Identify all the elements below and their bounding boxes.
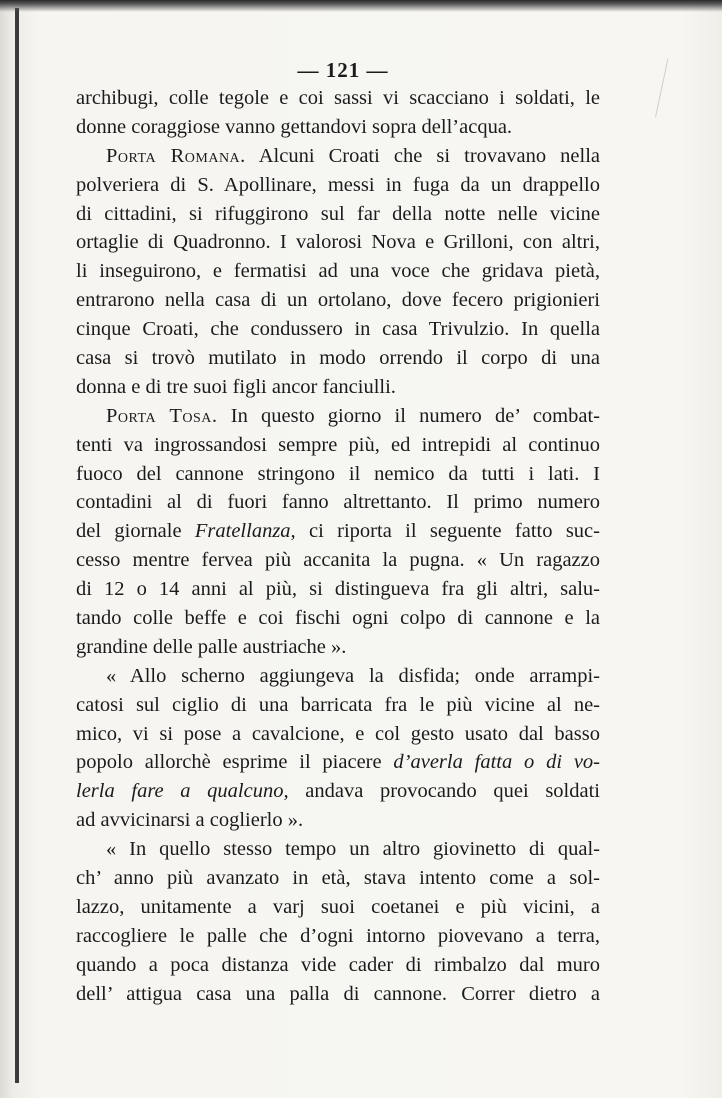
text-line: lazzo, unitamente a varj suoi coetanei e più vicini, a xyxy=(76,895,600,918)
section-heading-porta-romana: Porta Romana. xyxy=(106,144,246,167)
text-line: ortaglie di Quadronno. I valorosi Nova e Grilloni, con altri, xyxy=(76,231,600,254)
text-fragment: andava provocando quei soldati xyxy=(288,780,600,803)
text-fragment: Alcuni Croati che si trovavano nella xyxy=(258,144,600,167)
text-fragment: ci riporta il seguente fatto suc- xyxy=(295,520,600,543)
section-heading-porta-tosa: Porta Tosa. xyxy=(106,404,218,427)
text-line: grandine delle palle austriache ». xyxy=(76,635,347,658)
text-line: dell’ attigua casa una palla di cannone. Correr dietro a xyxy=(76,982,600,1005)
text-line: raccogliere le palle che d’ogni intorno piovevano a terra, xyxy=(76,924,600,947)
text-line: donne coraggiose vanno gettandovi sopra dell’acqua. xyxy=(76,115,513,138)
text-line: ad avvicinarsi a coglierlo ». xyxy=(76,809,304,832)
text-line: cesso mentre fervea più accanita la pugna. « Un ragazzo xyxy=(76,549,600,572)
text-line: « Allo scherno aggiungeva la disfida; onde arrampi- xyxy=(106,664,600,687)
text-fragment: In questo giorno il numero de’ combat- xyxy=(230,404,600,427)
text-fragment: popolo allorchè esprime il piacere xyxy=(76,751,394,774)
text-line xyxy=(76,142,600,171)
text-line: tenti va ingrossandosi sempre più, ed intrepidi al continuo xyxy=(76,433,600,456)
text-line: tando colle beffe e coi fischi ogni colpo di cannone e la xyxy=(76,607,600,630)
text-line: « In quello stesso tempo un altro giovinetto di qual- xyxy=(106,838,600,861)
newspaper-title: Fratellanza, xyxy=(194,520,296,543)
text-fragment: del giornale xyxy=(76,520,195,543)
text-line xyxy=(76,402,600,431)
text-line: mico, vi si pose a cavalcione, e col gesto usato dal basso xyxy=(76,722,600,745)
text-line: catosi sul ciglio di una barricata fra le più vicine al ne- xyxy=(76,693,600,716)
text-line xyxy=(76,517,600,546)
page-gutter-shadow xyxy=(0,0,15,1098)
text-line: contadini al di fuori fanno altrettanto. Il primo numero xyxy=(76,491,600,514)
text-line: archibugi, colle tegole e coi sassi vi scacciano i soldati, le xyxy=(76,87,600,109)
text-line: entrarono nella casa di un ortolano, dove fecero prigionieri xyxy=(76,289,600,312)
text-line xyxy=(76,777,600,806)
text-line: cinque Croati, che condussero in casa Trivulzio. In quella xyxy=(76,318,600,341)
text-line: di 12 o 14 anni al più, si distingueva fra gli altri, salu- xyxy=(76,578,600,601)
text-line: li inseguirono, e fermatisi ad una voce che gridava pietà, xyxy=(76,260,600,283)
text-line: casa si trovò mutilato in modo orrendo il corpo di una xyxy=(76,347,600,370)
page-binding-edge xyxy=(15,8,19,1083)
body-text xyxy=(76,84,600,1009)
italic-phrase: d’averla fatta o di vo- xyxy=(393,751,600,774)
text-line xyxy=(76,748,600,777)
text-line: ch’ anno più avanzato in età, stava intento come a sol- xyxy=(76,867,600,890)
text-line: fuoco del cannone stringono il nemico da tutti i lati. I xyxy=(76,462,600,485)
text-line: polveriera di S. Apollinare, messi in fuga da un drappello xyxy=(76,173,600,196)
page-top-edge xyxy=(0,0,722,12)
text-line: di cittadini, si rifuggirono sul far della notte nelle vicine xyxy=(76,202,600,225)
page-number: — 121 — xyxy=(297,58,389,82)
text-line: donna e di tre suoi figli ancor fanciulli. xyxy=(76,375,396,398)
text-line: quando a poca distanza vide cader di rimbalzo dal muro xyxy=(76,953,600,976)
italic-phrase: lerla fare a qualcuno, xyxy=(76,780,289,803)
